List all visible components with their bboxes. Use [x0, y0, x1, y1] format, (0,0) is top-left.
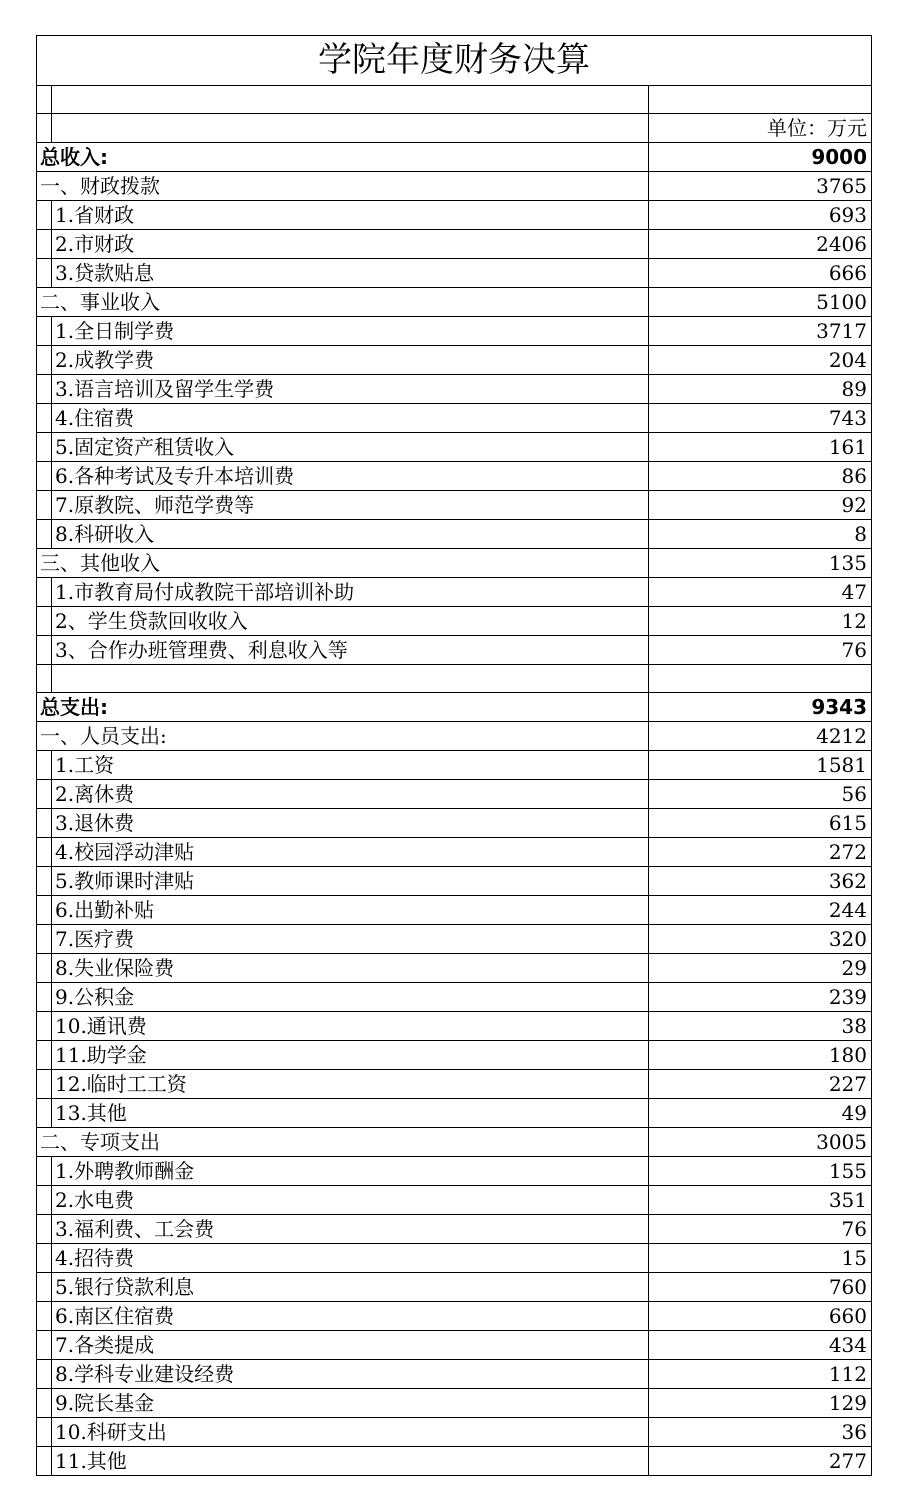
item-label[interactable]: 1.省财政	[52, 201, 649, 230]
indent-cell[interactable]	[37, 1273, 52, 1302]
group-value[interactable]: 4212	[649, 722, 872, 751]
item-row	[37, 636, 872, 665]
item-label[interactable]: 2.市财政	[52, 230, 649, 259]
indent-cell[interactable]	[37, 867, 52, 896]
group-row	[37, 1128, 872, 1157]
item-row	[37, 1244, 872, 1273]
group-label[interactable]: 二、专项支出	[37, 1128, 649, 1157]
expense-total-label[interactable]: 总支出:	[37, 693, 649, 722]
indent-cell[interactable]	[37, 1360, 52, 1389]
cell[interactable]	[37, 114, 52, 143]
unit-label[interactable]: 单位：万元	[649, 114, 872, 143]
item-value[interactable]: 8	[649, 520, 872, 549]
item-label[interactable]: 9.公积金	[52, 983, 649, 1012]
item-value[interactable]: 277	[649, 1447, 872, 1476]
item-row	[37, 1447, 872, 1476]
indent-cell[interactable]	[37, 1215, 52, 1244]
sheet-title[interactable]: 学院年度财务决算	[37, 36, 872, 86]
item-value[interactable]: 15	[649, 1244, 872, 1273]
indent-cell[interactable]	[37, 1331, 52, 1360]
indent-cell[interactable]	[37, 925, 52, 954]
group-row	[37, 549, 872, 578]
item-label[interactable]: 7.各类提成	[52, 1331, 649, 1360]
item-row	[37, 1157, 872, 1186]
item-label[interactable]: 2.水电费	[52, 1186, 649, 1215]
indent-cell[interactable]	[37, 1041, 52, 1070]
item-value[interactable]: 92	[649, 491, 872, 520]
item-value[interactable]: 47	[649, 578, 872, 607]
cell[interactable]	[52, 114, 649, 143]
indent-cell[interactable]	[37, 1186, 52, 1215]
indent-cell[interactable]	[37, 751, 52, 780]
item-row	[37, 838, 872, 867]
indent-cell[interactable]	[37, 1157, 52, 1186]
item-row	[37, 346, 872, 375]
group-value[interactable]: 3005	[649, 1128, 872, 1157]
item-row	[37, 433, 872, 462]
item-label[interactable]: 2.离休费	[52, 780, 649, 809]
group-label[interactable]: 二、事业收入	[37, 288, 649, 317]
item-row	[37, 1012, 872, 1041]
item-value[interactable]: 760	[649, 1273, 872, 1302]
item-value[interactable]: 362	[649, 867, 872, 896]
blank-row	[37, 86, 872, 114]
item-row	[37, 1070, 872, 1099]
indent-cell[interactable]	[37, 462, 52, 491]
item-label[interactable]: 1.全日制学费	[52, 317, 649, 346]
item-value[interactable]: 36	[649, 1418, 872, 1447]
item-value[interactable]: 29	[649, 954, 872, 983]
item-value[interactable]: 3717	[649, 317, 872, 346]
item-value[interactable]: 351	[649, 1186, 872, 1215]
item-row	[37, 1186, 872, 1215]
indent-cell[interactable]	[37, 346, 52, 375]
item-value[interactable]: 38	[649, 1012, 872, 1041]
group-value[interactable]: 5100	[649, 288, 872, 317]
indent-cell[interactable]	[37, 983, 52, 1012]
item-value[interactable]: 660	[649, 1302, 872, 1331]
item-row	[37, 1041, 872, 1070]
indent-cell[interactable]	[37, 201, 52, 230]
cell[interactable]	[52, 86, 649, 114]
item-row	[37, 607, 872, 636]
item-row	[37, 1360, 872, 1389]
item-label[interactable]: 10.科研支出	[52, 1418, 649, 1447]
income-total-value[interactable]: 9000	[649, 143, 872, 172]
item-value[interactable]: 76	[649, 636, 872, 665]
item-value[interactable]: 320	[649, 925, 872, 954]
group-row	[37, 172, 872, 201]
item-value[interactable]: 56	[649, 780, 872, 809]
item-row	[37, 375, 872, 404]
group-label[interactable]: 一、财政拨款	[37, 172, 649, 201]
item-label[interactable]: 6.南区住宿费	[52, 1302, 649, 1331]
item-value[interactable]: 693	[649, 201, 872, 230]
indent-cell[interactable]	[37, 259, 52, 288]
item-label[interactable]: 3.福利费、工会费	[52, 1215, 649, 1244]
indent-cell[interactable]	[37, 375, 52, 404]
indent-cell[interactable]	[37, 607, 52, 636]
item-label[interactable]: 3.语言培训及留学生学费	[52, 375, 649, 404]
indent-cell[interactable]	[37, 1012, 52, 1041]
item-value[interactable]: 227	[649, 1070, 872, 1099]
indent-cell[interactable]	[37, 809, 52, 838]
item-row	[37, 491, 872, 520]
item-label[interactable]: 8.学科专业建设经费	[52, 1360, 649, 1389]
indent-cell[interactable]	[37, 1070, 52, 1099]
item-value[interactable]: 161	[649, 433, 872, 462]
group-label[interactable]: 三、其他收入	[37, 549, 649, 578]
indent-cell[interactable]	[37, 578, 52, 607]
item-value[interactable]: 244	[649, 896, 872, 925]
cell[interactable]	[37, 86, 52, 114]
income-total-label[interactable]: 总收入:	[37, 143, 649, 172]
item-label[interactable]: 5.银行贷款利息	[52, 1273, 649, 1302]
item-value[interactable]: 204	[649, 346, 872, 375]
item-value[interactable]: 89	[649, 375, 872, 404]
item-row	[37, 462, 872, 491]
indent-cell[interactable]	[37, 896, 52, 925]
item-row	[37, 1215, 872, 1244]
item-row	[37, 1389, 872, 1418]
item-label[interactable]: 3、合作办班管理费、利息收入等	[52, 636, 649, 665]
cell[interactable]	[52, 665, 649, 693]
unit-row	[37, 114, 872, 143]
item-label[interactable]: 7.原教院、师范学费等	[52, 491, 649, 520]
item-label[interactable]: 4.校园浮动津贴	[52, 838, 649, 867]
item-row	[37, 404, 872, 433]
item-label[interactable]: 1.工资	[52, 751, 649, 780]
item-value[interactable]: 12	[649, 607, 872, 636]
indent-cell[interactable]	[37, 636, 52, 665]
finance-spreadsheet	[36, 35, 871, 1476]
item-label[interactable]: 11.其他	[52, 1447, 649, 1476]
group-row	[37, 722, 872, 751]
item-value[interactable]: 666	[649, 259, 872, 288]
item-row	[37, 578, 872, 607]
item-value[interactable]: 49	[649, 1099, 872, 1128]
indent-cell[interactable]	[37, 1418, 52, 1447]
expense-total-value[interactable]: 9343	[649, 693, 872, 722]
item-value[interactable]: 155	[649, 1157, 872, 1186]
group-label[interactable]: 一、人员支出:	[37, 722, 649, 751]
item-row	[37, 867, 872, 896]
item-value[interactable]: 272	[649, 838, 872, 867]
item-label[interactable]: 13.其他	[52, 1099, 649, 1128]
indent-cell[interactable]	[37, 1447, 52, 1476]
item-label[interactable]: 10.通讯费	[52, 1012, 649, 1041]
item-value[interactable]: 239	[649, 983, 872, 1012]
income-total-row	[37, 143, 872, 172]
item-value[interactable]: 2406	[649, 230, 872, 259]
item-value[interactable]: 1581	[649, 751, 872, 780]
group-value[interactable]: 135	[649, 549, 872, 578]
item-label[interactable]: 5.教师课时津贴	[52, 867, 649, 896]
item-row	[37, 954, 872, 983]
item-label[interactable]: 2、学生贷款回收收入	[52, 607, 649, 636]
item-label[interactable]: 7.医疗费	[52, 925, 649, 954]
indent-cell[interactable]	[37, 404, 52, 433]
group-value[interactable]: 3765	[649, 172, 872, 201]
item-label[interactable]: 5.固定资产租赁收入	[52, 433, 649, 462]
item-value[interactable]: 86	[649, 462, 872, 491]
item-label[interactable]: 1.外聘教师酬金	[52, 1157, 649, 1186]
item-value[interactable]: 129	[649, 1389, 872, 1418]
item-label[interactable]: 4.住宿费	[52, 404, 649, 433]
item-value[interactable]: 180	[649, 1041, 872, 1070]
indent-cell[interactable]	[37, 433, 52, 462]
item-row	[37, 983, 872, 1012]
item-row	[37, 230, 872, 259]
cell[interactable]	[37, 665, 52, 693]
item-row	[37, 520, 872, 549]
indent-cell[interactable]	[37, 317, 52, 346]
item-label[interactable]: 3.退休费	[52, 809, 649, 838]
item-row	[37, 780, 872, 809]
item-row	[37, 751, 872, 780]
expense-total-row	[37, 693, 872, 722]
item-row	[37, 1273, 872, 1302]
indent-cell[interactable]	[37, 1244, 52, 1273]
item-label[interactable]: 2.成教学费	[52, 346, 649, 375]
item-label[interactable]: 8.失业保险费	[52, 954, 649, 983]
item-value[interactable]: 615	[649, 809, 872, 838]
finance-table	[36, 35, 872, 1476]
item-value[interactable]: 434	[649, 1331, 872, 1360]
cell[interactable]	[649, 86, 872, 114]
indent-cell[interactable]	[37, 230, 52, 259]
item-row	[37, 1418, 872, 1447]
spacer-row	[37, 665, 872, 693]
cell[interactable]	[649, 665, 872, 693]
item-label[interactable]: 6.各种考试及专升本培训费	[52, 462, 649, 491]
item-row	[37, 1099, 872, 1128]
indent-cell[interactable]	[37, 491, 52, 520]
item-value[interactable]: 743	[649, 404, 872, 433]
item-row	[37, 259, 872, 288]
indent-cell[interactable]	[37, 520, 52, 549]
item-row	[37, 1302, 872, 1331]
item-label[interactable]: 11.助学金	[52, 1041, 649, 1070]
group-row	[37, 288, 872, 317]
item-row	[37, 896, 872, 925]
item-value[interactable]: 112	[649, 1360, 872, 1389]
item-label[interactable]: 4.招待费	[52, 1244, 649, 1273]
item-row	[37, 809, 872, 838]
item-label[interactable]: 8.科研收入	[52, 520, 649, 549]
indent-cell[interactable]	[37, 1099, 52, 1128]
item-label[interactable]: 1.市教育局付成教院干部培训补助	[52, 578, 649, 607]
item-row	[37, 1331, 872, 1360]
indent-cell[interactable]	[37, 1302, 52, 1331]
item-value[interactable]: 76	[649, 1215, 872, 1244]
item-label[interactable]: 12.临时工工资	[52, 1070, 649, 1099]
indent-cell[interactable]	[37, 780, 52, 809]
item-row	[37, 201, 872, 230]
item-row	[37, 317, 872, 346]
item-label[interactable]: 9.院长基金	[52, 1389, 649, 1418]
indent-cell[interactable]	[37, 838, 52, 867]
item-label[interactable]: 6.出勤补贴	[52, 896, 649, 925]
indent-cell[interactable]	[37, 954, 52, 983]
item-label[interactable]: 3.贷款贴息	[52, 259, 649, 288]
title-row	[37, 36, 872, 86]
indent-cell[interactable]	[37, 1389, 52, 1418]
item-row	[37, 925, 872, 954]
